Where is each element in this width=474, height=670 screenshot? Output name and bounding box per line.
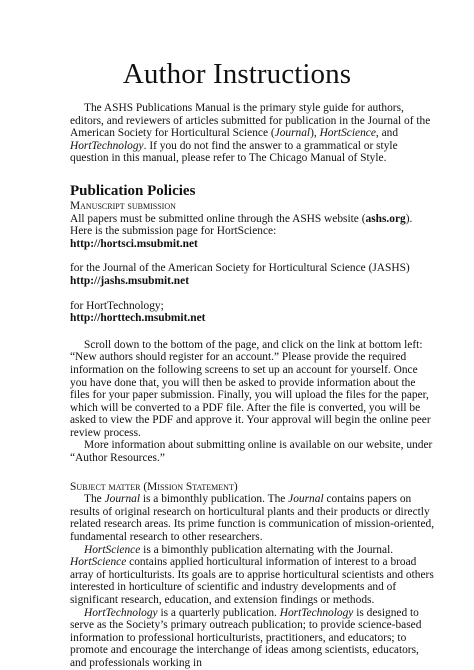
hortsci-submit-link[interactable]: http://hortsci.msubmit.net [70,237,198,250]
intro-horttechnology: HortTechnology [70,139,144,152]
hortscience-name: HortScience [84,543,141,556]
journal-text: is a bimonthly publication. The [140,493,289,506]
more-info-paragraph: More information about submitting online is available on our website, under “Author Resources.” [70,439,433,465]
intro-text: ), [310,127,320,140]
intro-journal: Journal [274,127,311,140]
journal-text: The [84,493,105,506]
horttech-submit-link[interactable]: http://horttech.msubmit.net [70,312,206,325]
intro-hortscience: HortScience [319,127,376,140]
subheading-subject-matter: Subject matter (Mission Statement) [70,480,238,493]
section-heading-policies: Publication Policies [70,182,196,199]
journal-name: Journal [288,493,324,506]
journal-text: contains papers on results of original research on horticultural plants and their products or directly related research areas. Its prime function is communication of mission-oriented, fundamental research to other researchers. [70,493,435,544]
hortscience-name: HortScience [70,556,127,569]
intro-text: The ASHS Publications Manual is the primary style guide for authors, editors, and reviewers of articles submitted for publication in the Journal of the American Society for Horticultural Science ( [70,102,431,140]
hortscience-paragraph [70,544,436,607]
page-title: Author Instructions [122,58,352,90]
hortscience-text: is a bimonthly publication alternating with the Journal. [140,543,394,556]
hortscience-text: contains applied horticultural information of interest to a broad array of horticulturists. Its goals are to apprise horticultural scientists and others interested in horticulture of scientific and industry developments and of significant research, education, and extension findings or methods. [70,556,434,606]
horttechnology-name: HortTechnology [279,606,354,619]
jashs-submit-link[interactable]: http://jashs.msubmit.net [70,274,189,287]
horttech-paragraph: for HortTechnology; [70,299,164,312]
submission-text: ). Here is the submission page for HortScience: [70,212,413,238]
horttechnology-name: HortTechnology [84,606,158,619]
horttechnology-text: is a quarterly publication. [157,606,280,619]
jashs-paragraph: for the Journal of the American Society for Horticultural Science (JASHS) [70,262,410,275]
submission-paragraph [70,213,436,238]
instructions-paragraph: Scroll down to the bottom of the page, and click on the link at bottom left: “New authors should register for an account.” Please provide the required information on the following screens to set up an account for yourself. Once you have done that, you will then be asked to provide information about the files for your paper submission. Finally, you will upload the files for the paper, which will be converted to a PDF file. After the file is converted, you will be asked to view the PDF and approve it. Your approval will begin the online peer review process. [70,338,431,439]
ashs-website: ashs.org [365,212,406,225]
intro-paragraph [70,102,436,165]
intro-text: . If you do not find the answer to a grammatical or style question in this manual, please refer to The Chicago Manual of Style. [70,139,398,165]
horttechnology-text: is designed to serve as the Society’s primary outreach publication; to provide science-based information to professional horticulturists, practitioners, and educators; to promote and encourage the interchange of ideas among scientists, educators, and professionals working in [70,606,422,669]
horttechnology-paragraph [70,607,436,670]
journal-name: Journal [104,493,140,506]
subheading-manuscript-submission: Manuscript submission [70,199,176,212]
submission-text: All papers must be submitted online through the ASHS website ( [70,212,366,225]
intro-text: , and [375,127,399,140]
journal-paragraph [70,493,436,543]
